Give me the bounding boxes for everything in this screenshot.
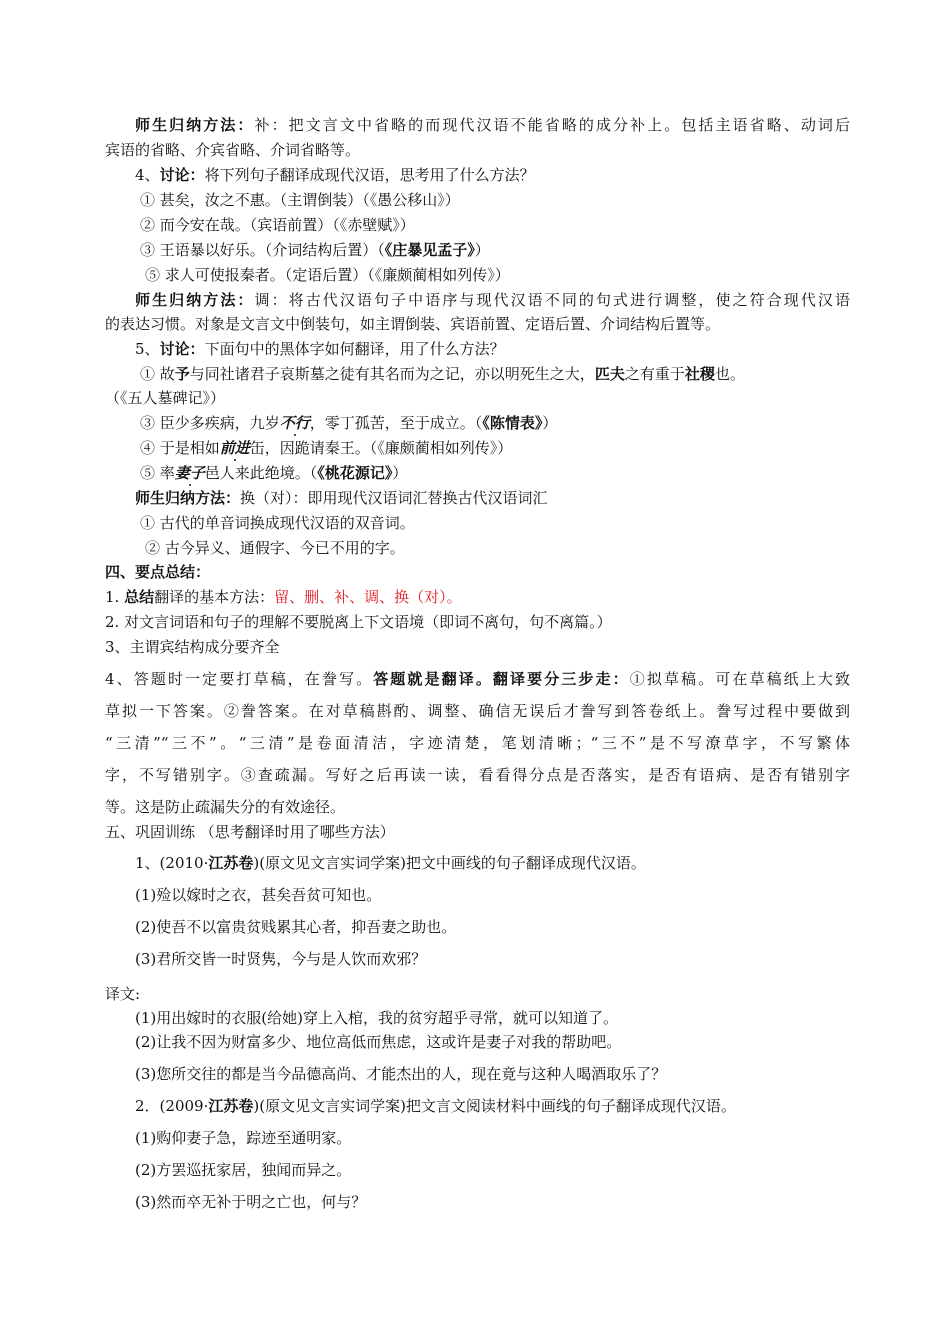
exercise-1-sentence-2: (2)使吾不以富贵贫贱累其心者，抑吾妻之助也。 bbox=[135, 918, 457, 936]
exercise-1-sentence-3: (3)君所交皆一时贤隽，今与是人饮而欢邪？ bbox=[135, 950, 427, 968]
translation-1: (1)用出嫁时的衣服(给她)穿上入棺，我的贫穷超乎寻常，就可以知道了。 bbox=[135, 1009, 618, 1027]
exercise-2-sentence-2: (2)方罢巡抚家居，独闻而异之。 bbox=[135, 1161, 352, 1179]
exercise-2-sentence-1: (1)购仰妻子急，踪迹至通明家。 bbox=[135, 1129, 352, 1147]
practice-exercise-2: 2．(2009·江苏卷)(原文见文言实词学案)把文言文阅读材料中画线的句子翻译成现代汉语。 bbox=[135, 1097, 736, 1115]
discussion-4-item-5: ⑤ 求人可使报秦者。（定语后置）（《廉颇蔺相如列传》） bbox=[145, 266, 510, 284]
discussion-4-item-3: ③ 王语暴以好乐。（介词结构后置）（《庄暴见孟子》） bbox=[140, 241, 490, 259]
summary-point-2: 2. 对文言词语和句子的理解不要脱离上下文语境（即词不离句，句不离篇。） bbox=[105, 613, 612, 631]
method-tiao-line: 师生归纳方法：调：将古代汉语句子中语序与现代汉语不同的句式进行调整，使之符合现代汉语 bbox=[135, 291, 850, 309]
method-huan-item-1: ① 古代的单音词换成现代汉语的双音词。 bbox=[140, 514, 415, 532]
method-text: 补：把文言文中省略的而现代汉语不能省略的成分补上。包括主语省略、动词后 bbox=[254, 116, 850, 134]
exercise-2-sentence-3: (3)然而卒无补于明之亡也，何与？ bbox=[135, 1193, 367, 1211]
discussion-5-item-1-source: （《五人墓碑记》） bbox=[105, 389, 226, 407]
summary-point-3: 3、主谓宾结构成分要齐全 bbox=[105, 638, 280, 656]
method-bu-line-2: 宾语的省略、介宾省略、介词省略等。 bbox=[105, 141, 361, 159]
translation-methods: 留、删、补、调、换（对）。 bbox=[274, 588, 462, 606]
summary-point-1: 1. 总结翻译的基本方法：留、删、补、调、换（对）。 bbox=[105, 588, 462, 606]
discussion-4: 4、讨论：将下列句子翻译成现代汉语，思考用了什么方法？ bbox=[135, 166, 535, 184]
discussion-4-item-2: ② 而今安在哉。（宾语前置）（《赤壁赋》） bbox=[140, 216, 415, 234]
discussion-5-item-5: ⑤ 率妻子邑人来此绝境。（《桃花源记》） bbox=[140, 464, 408, 482]
discussion-5-item-3: ③ 臣少多疾病，九岁不行，零丁孤苦，至于成立。（《陈情表》） bbox=[140, 414, 558, 432]
discussion-5-item-4: ④ 于是相如前进缶，因跪请秦王。（《廉颇蔺相如列传》） bbox=[140, 439, 513, 457]
method-tiao-line-2: 的表达习惯。对象是文言文中倒装句，如主谓倒装、宾语前置、定语后置、介词结构后置等。 bbox=[105, 315, 721, 333]
summary-point-4: 4、答题时一定要打草稿，在誊写。答题就是翻译。翻译要分三步走：①拟草稿。可在草稿纸上大致 bbox=[105, 670, 850, 688]
summary-point-4-line-4: 字，不写错别字。③查疏漏。写好之后再读一读，看看得分点是否落实，是否有语病、是否有错别字 bbox=[105, 766, 850, 784]
summary-heading: 四、要点总结： bbox=[105, 563, 211, 581]
summary-point-4-line-2: 草拟一下答案。②誊答案。在对草稿斟酌、调整、确信无误后才誊写到答卷纸上。誊写过程中要做到 bbox=[105, 702, 850, 720]
discussion-4-item-1: ① 甚矣，汝之不惠。（主谓倒装）（《愚公移山》） bbox=[140, 191, 460, 209]
summary-point-4-line-3: “三清”“三不”。“三清”是卷面清洁，字迹清楚，笔划清晰；“三不”是不写潦草字，不写繁体 bbox=[105, 734, 850, 752]
exercise-1-sentence-1: (1)殓以嫁时之衣，甚矣吾贫可知也。 bbox=[135, 886, 382, 904]
practice-exercise-1: 1、(2010·江苏卷)(原文见文言实词学案)把文中画线的句子翻译成现代汉语。 bbox=[135, 854, 646, 872]
source-title: 《庄暴见孟子》 bbox=[384, 241, 475, 259]
summary-point-4-line-5: 等。这是防止疏漏失分的有效途径。 bbox=[105, 798, 346, 816]
translation-label: 译文: bbox=[105, 985, 141, 1003]
method-label: 师生归纳方法： bbox=[135, 116, 255, 134]
translation-3: (3)您所交往的都是当今品德高尚、才能杰出的人，现在竟与这种人喝酒取乐了？ bbox=[135, 1065, 667, 1083]
discussion-5-item-1: ① 故予与同社诸君子哀斯墓之徒有其名而为之记，亦以明死生之大，匹夫之有重于社稷也。 bbox=[140, 365, 745, 383]
discussion-5: 5、讨论：下面句中的黑体字如何翻译，用了什么方法？ bbox=[135, 340, 505, 358]
method-bu-line bbox=[135, 114, 850, 136]
method-huan-line: 师生归纳方法：换（对）：即用现代汉语词汇替换古代汉语词汇 bbox=[135, 489, 548, 507]
translation-2: (2)让我不因为财富多少、地位高低而焦虑，这或许是妻子对我的帮助吧。 bbox=[135, 1033, 622, 1051]
practice-heading: 五、巩固训练 （思考翻译时用了哪些方法） bbox=[105, 823, 395, 841]
method-huan-item-2: ② 古今异义、通假字、今已不用的字。 bbox=[145, 539, 405, 557]
